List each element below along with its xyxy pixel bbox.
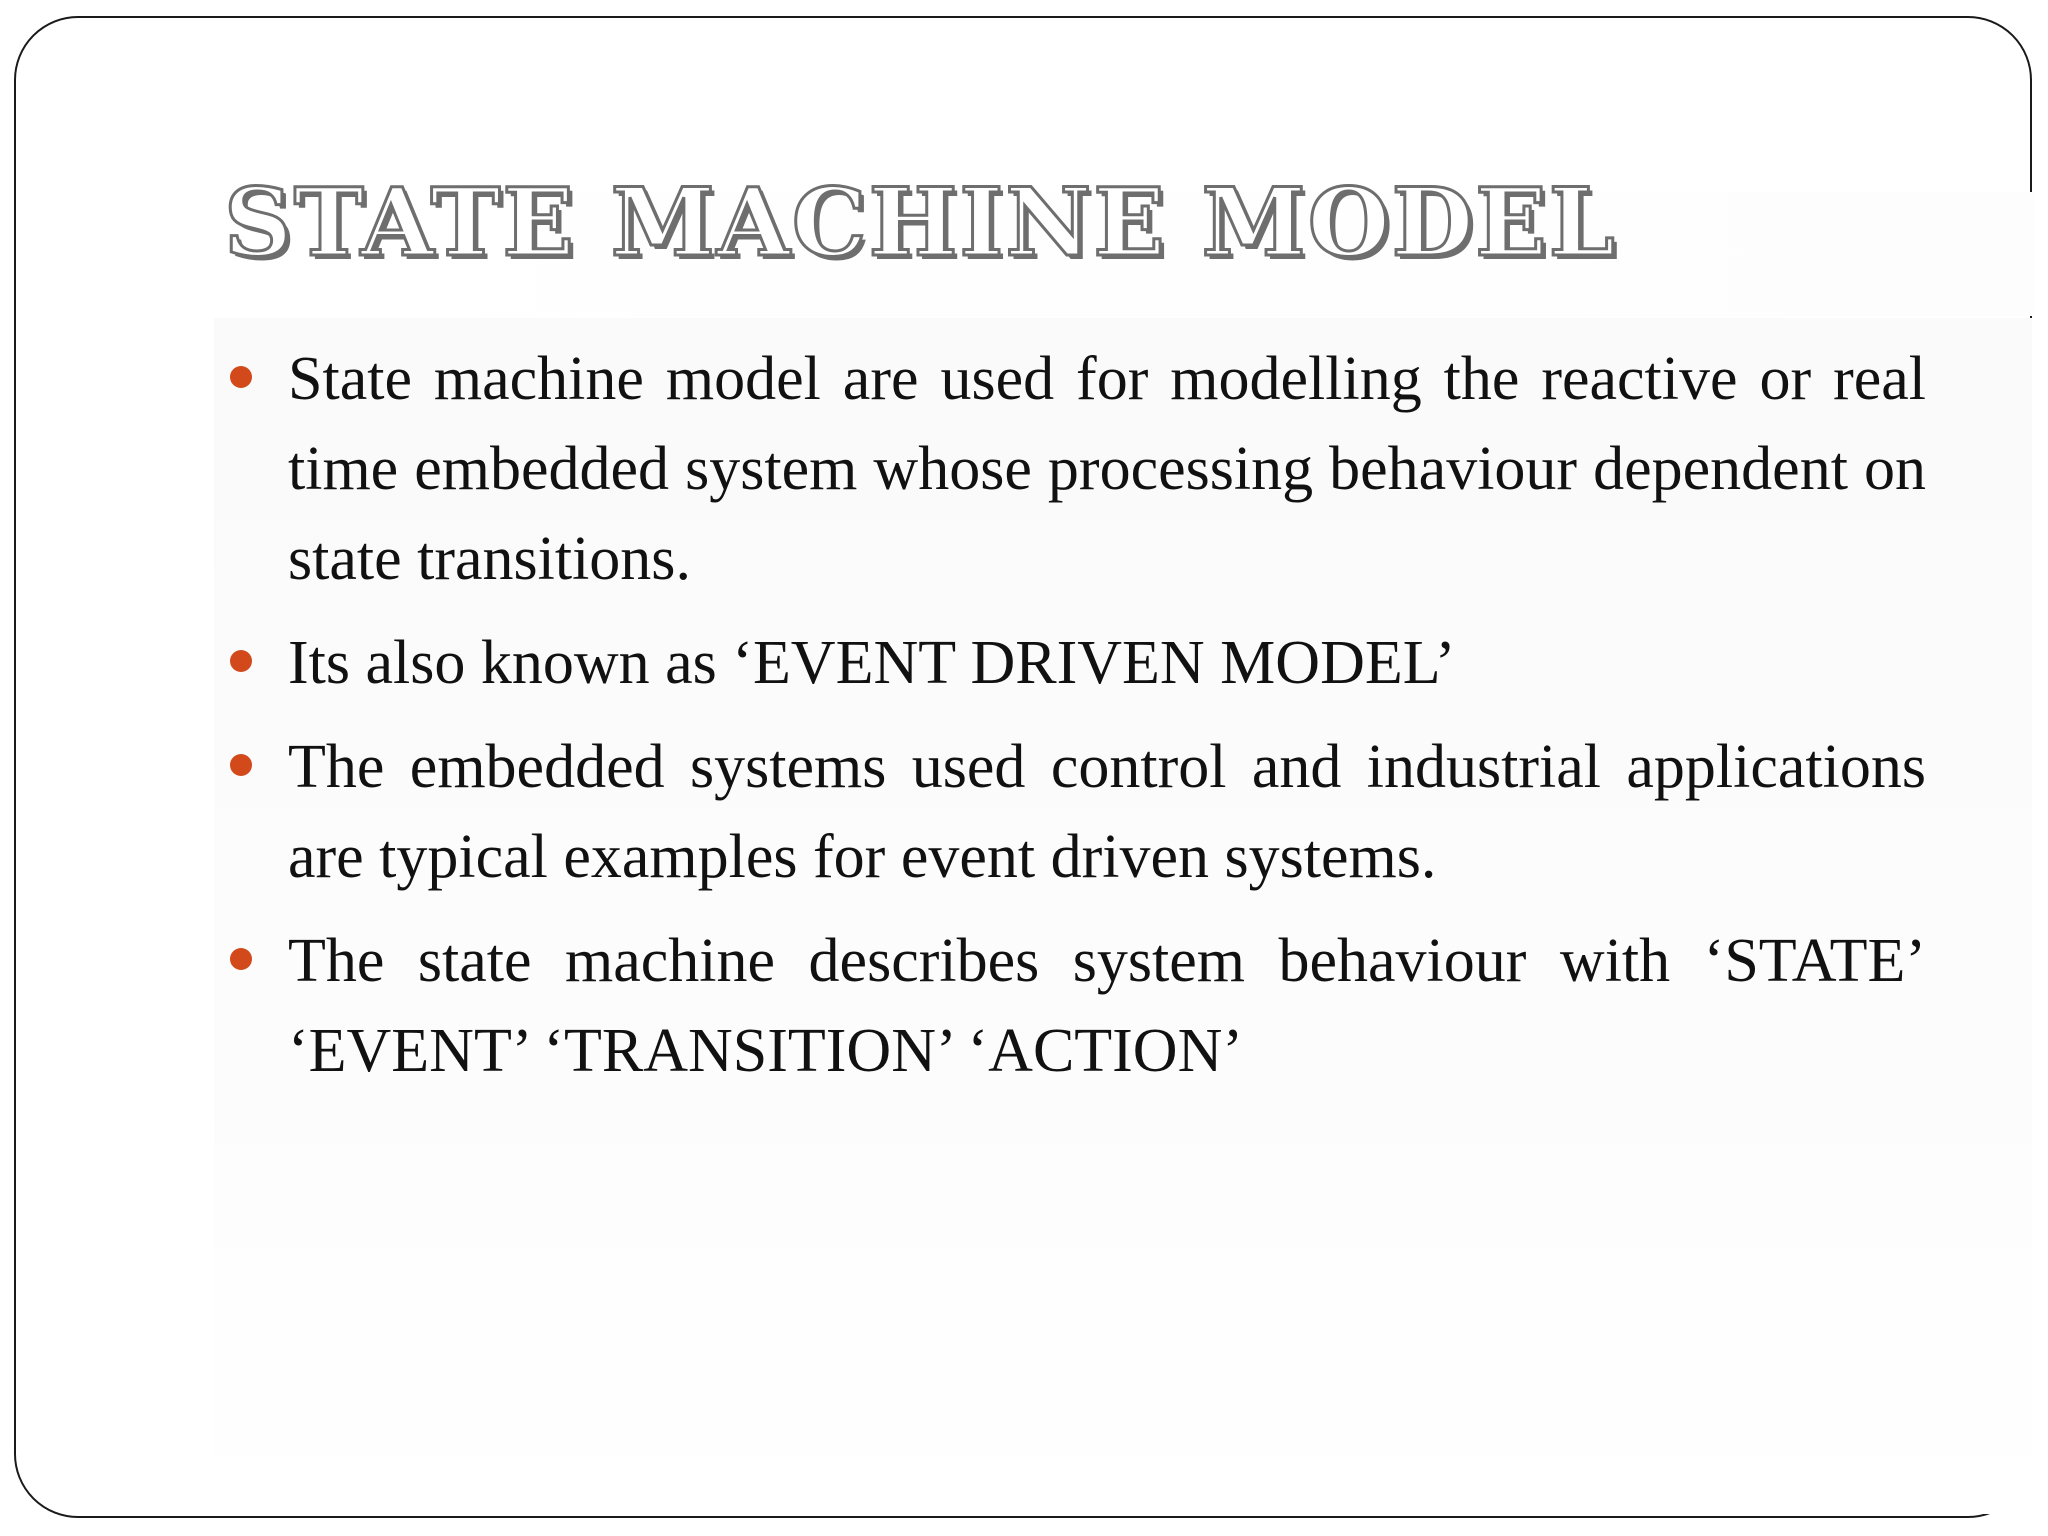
round-bullet-icon (230, 948, 252, 970)
round-bullet-icon (230, 650, 252, 672)
bullet-text: The embedded systems used control and industrial applications are typical examples for event driven systems. (288, 733, 1926, 891)
bullet-text: The state machine describes system behaviour with ‘STATE’ ‘EVENT’ ‘TRANSITION’ ‘ACTION’ (288, 927, 1926, 1085)
round-bullet-icon (230, 366, 252, 388)
round-bullet-icon (230, 754, 252, 776)
slide-title: STATE MACHINE MODEL (224, 168, 1617, 278)
bullet-item (226, 334, 1926, 604)
bullet-text: State machine model are used for modelling the reactive or real time embedded system whose processing behaviour dependent on state transitions. (288, 345, 1926, 593)
bullet-list (226, 334, 1926, 1110)
bullet-item (226, 618, 1926, 708)
bullet-text: Its also known as ‘EVENT DRIVEN MODEL’ (288, 629, 1456, 697)
bullet-item (226, 722, 1926, 902)
bullet-item (226, 916, 1926, 1096)
